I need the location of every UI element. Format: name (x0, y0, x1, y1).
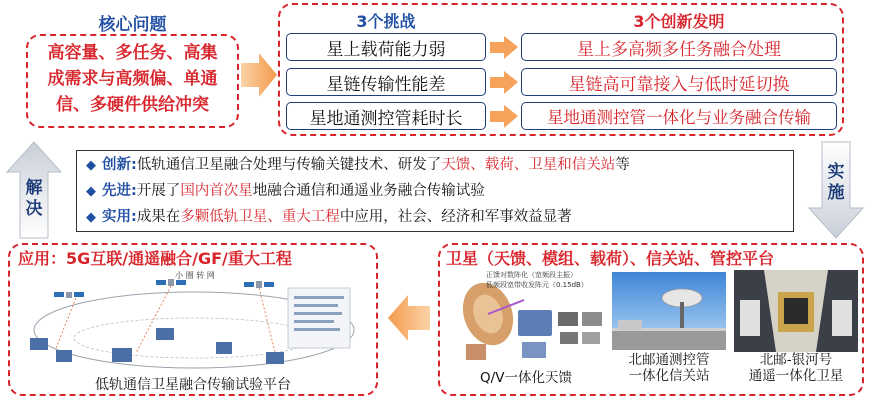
summary-list (86, 152, 786, 230)
diamond-bullet-icon: ◆ (86, 158, 96, 173)
challenge-item-2: 星链传输性能差 (286, 68, 486, 96)
arrow-challenge-2 (489, 70, 519, 95)
gateway-station-image (612, 272, 726, 350)
network-diagram (16, 268, 370, 376)
diamond-bullet-icon: ◆ (86, 210, 96, 225)
arrow-challenge-3 (489, 104, 519, 129)
solve-label: 解决 (25, 178, 43, 219)
diamond-bullet-icon: ◆ (86, 184, 96, 199)
summary-advanced-row: ◆ 先进:开展了国内首次星地融合通信和通遥业务融合传输试验 (86, 183, 485, 199)
innovations-title: 3个创新发明 (633, 12, 725, 31)
satellite-photo-image (734, 270, 858, 352)
satellite-icon (244, 281, 274, 288)
antenna-doc-line-2: 低频段宽带收发阵元（0.15dB） (486, 281, 588, 289)
satellite-icon (54, 292, 84, 298)
summary-practical-row: ◆ 实用:成果在多颗低轨卫星、重大工程中应用，社会、经济和军事效益显著 (86, 209, 572, 225)
network-diagram-title: 小 圈 转 网 (175, 271, 215, 280)
arrow-platform-to-application (386, 292, 432, 344)
platform-title: 卫星（天馈、模组、载荷）、信关站、管控平台 (446, 249, 775, 268)
application-caption: 低轨通信卫星融合传输试验平台 (95, 377, 291, 393)
core-line-1: 高容量、多任务、高集 (47, 43, 218, 63)
antenna-caption: Q/V一体化天馈 (480, 370, 572, 386)
core-line-2: 成需求与高频偏、单通 (47, 69, 218, 89)
satellite-caption: 北邮-银河号 通遥一体化卫星 (748, 352, 844, 384)
challenge-item-1: 星上载荷能力弱 (286, 33, 486, 61)
gateway-caption: 北邮通测控管 一体化信关站 (628, 352, 710, 384)
arrow-challenge-1 (489, 35, 519, 60)
innovation-item-1: 星上多高频多任务融合处理 (521, 33, 837, 61)
core-line-3: 信、多硬件供给冲突 (56, 95, 209, 115)
challenges-title: 3个挑战 (356, 12, 416, 31)
implement-label: 实施 (827, 162, 845, 203)
innovation-item-3: 星地通测控管一体化与业务融合传输 (521, 102, 837, 130)
core-problem-text (30, 40, 235, 118)
innovation-item-2: 星链高可靠接入与低时延切换 (521, 68, 837, 96)
core-problem-title: 核心问题 (98, 15, 167, 35)
antenna-doc-line-1: 正馈对数阵化（宽频段主振） (486, 271, 577, 279)
summary-innovation-row: ◆ 创新:低轨通信卫星融合处理与传输关键技术、研发了天馈、载荷、卫星和信关站等 (86, 157, 630, 173)
arrow-core-to-challenges (239, 50, 279, 100)
challenge-item-3: 星地通测控管耗时长 (286, 102, 486, 130)
application-title: 应用：5G互联/通遥融合/GF/重大工程 (18, 249, 292, 268)
